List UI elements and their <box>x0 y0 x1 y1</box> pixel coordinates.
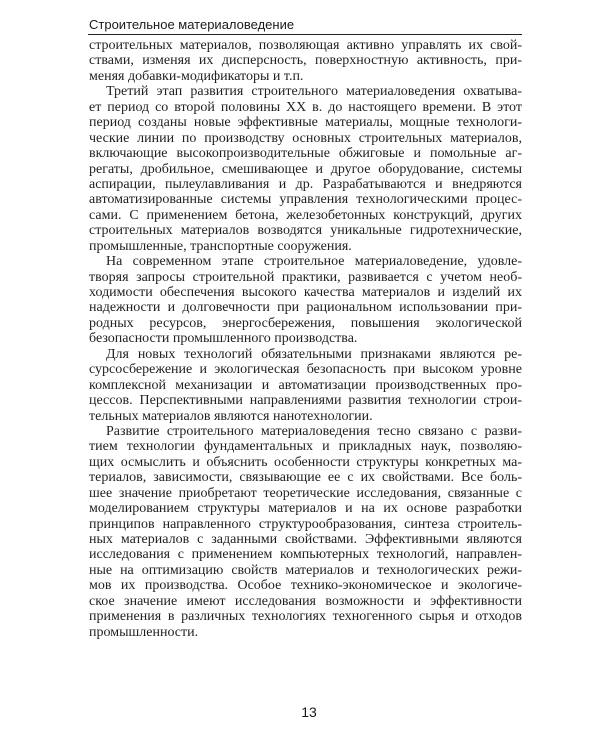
text-line: промышленности. <box>89 624 199 640</box>
text-line: ское значение имеют исследования возможности и эффективности <box>89 593 522 609</box>
text-line: меняя добавки-модификаторы и т.п. <box>89 68 304 84</box>
text-line: применения в различных технологиях техногенного сырья и отходов <box>89 609 522 625</box>
text-line: аспирации, пылеулавливания и др. Разрабатываются и внедряются <box>89 176 522 192</box>
text-line: моделированием структуры материалов и на их основе разработки <box>89 501 522 517</box>
text-line: ствами, изменяя их дисперсность, поверхностную активность, при- <box>89 53 522 69</box>
text-line: мов их производства. Особое технико-экономическое и экологиче- <box>89 578 522 594</box>
text-line: Развитие строительного материаловедения тесно связано с разви- <box>106 423 522 439</box>
text-line: регаты, дробильное, смешивающее и другое оборудование, системы <box>89 161 522 177</box>
text-line: комплексной механизации и автоматизации производственных про- <box>89 377 522 393</box>
text-line: ных материалов с заданными свойствами. Эффективными являются <box>89 532 522 547</box>
header-rule <box>88 34 522 35</box>
text-line: ческие линии по производству основных строительных материалов, <box>89 130 522 146</box>
text-line: исследования с применением компьютерных технологий, направлен- <box>89 547 522 563</box>
text-line: безопасности промышленного производства. <box>89 331 358 347</box>
text-line: период созданы новые эффективные материалы, мощные технологи- <box>89 115 522 131</box>
paragraph <box>89 84 522 254</box>
page-number: 13 <box>301 704 317 720</box>
text-line: строительных материалов, позволяющая активно управлять их свой- <box>89 38 522 53</box>
text-line: Третий этап развития строительного материаловедения охватыва- <box>106 84 522 100</box>
paragraph <box>89 424 522 640</box>
text-line: ные на оптимизацию свойств материалов и технологических режи- <box>89 562 522 578</box>
text-line: промышленные, транспортные сооружения. <box>89 238 352 254</box>
text-line: сурсосбережение и экологическая безопасность при высоком уровне <box>89 362 522 378</box>
text-line: ходимости обеспечения высокого качества материалов и изделий их <box>89 285 522 300</box>
text-line: щих осмыслить и объяснить особенности структуры конкретных ма- <box>89 454 522 470</box>
text-line: тельных материалов являются нанотехнологии. <box>89 408 373 424</box>
paragraph <box>89 38 522 84</box>
text-line: Для новых технологий обязательными признаками являются ре- <box>106 346 522 362</box>
text-line: принципов направленного структурообразования, синтеза строитель- <box>89 516 522 532</box>
text-line: тием технологии фундаментальных и прикладных наук, позволяю- <box>89 439 522 455</box>
text-line: надежности и долговечности при рациональном использовании при- <box>89 300 522 316</box>
text-line: строительных материалов возводятся уникальные гидротехнические, <box>89 223 522 239</box>
text-line: шее значение приобретают теоретические исследования, связанные с <box>89 485 522 501</box>
text-line: цессов. Перспективными направлениями развития технологии строи- <box>89 393 522 409</box>
running-header: Строительное материаловедение <box>89 17 295 32</box>
paragraph <box>89 254 522 347</box>
text-line: включающие высокопроизводительные обжиговые и помольные аг- <box>89 146 522 162</box>
text-line: сами. С применением бетона, железобетонных конструкций, других <box>89 207 522 223</box>
body-text <box>89 38 522 640</box>
text-line: творяя запросы строительной практики, развивается с учетом необ- <box>89 269 522 285</box>
text-line: На современном этапе строительное материаловедение, удовле- <box>106 254 522 270</box>
text-line: родных ресурсов, энергосбережения, повышения экологической <box>89 315 522 331</box>
text-line: автоматизированные системы управления технологическими процес- <box>89 192 522 208</box>
paragraph <box>89 347 522 424</box>
text-line: териалов, зависимости, связывающие ее с их свойствами. Все боль- <box>89 470 522 486</box>
text-line: ет период со второй половины XX в. до настоящего времени. В этот <box>89 99 522 115</box>
